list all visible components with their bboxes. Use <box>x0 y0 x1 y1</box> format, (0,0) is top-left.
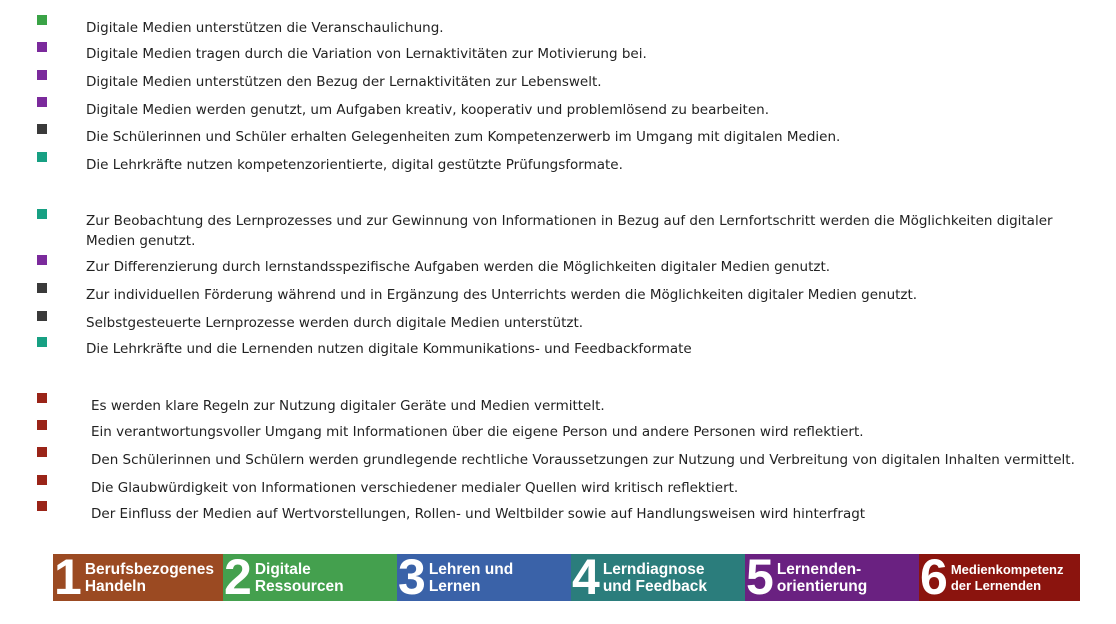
bullet-purple-icon <box>37 97 47 107</box>
legend-number: 2 <box>224 554 251 601</box>
legend-number: 6 <box>920 554 947 601</box>
legend-label-line1: Medienkompetenz <box>950 561 1064 577</box>
bullet-red-icon <box>37 475 47 485</box>
criterion-text: Zur individuellen Förderung während und in Ergänzung des Unterrichts werden die Möglichkeiten digitaler Medien genutzt. <box>86 287 918 303</box>
criterion-text: Ein verantwortungsvoller Umgang mit Informationen über die eigene Person und andere Personen wird reflektiert. <box>91 424 864 440</box>
competence-legend <box>53 554 1080 601</box>
criterion-text: Zur Differenzierung durch lernstandsspezifische Aufgaben werden die Möglichkeiten digitaler Medien genutzt. <box>86 259 831 275</box>
bullet-purple-icon <box>37 42 47 52</box>
bullet-purple-icon <box>37 70 47 80</box>
bullet-red-icon <box>37 393 47 403</box>
legend-cell-1 <box>53 554 223 601</box>
criterion-text: Es werden klare Regeln zur Nutzung digitaler Geräte und Medien vermittelt. <box>91 398 605 414</box>
legend-number: 1 <box>54 554 81 601</box>
bullet-dark-icon <box>37 124 47 134</box>
legend-label-line2: der Lernenden <box>950 577 1042 593</box>
legend-label-line2: Ressourcen <box>254 577 344 595</box>
criterion-text: Selbstgesteuerte Lernprozesse werden durch digitale Medien unterstützt. <box>86 315 584 331</box>
legend-label <box>777 561 867 595</box>
legend-label <box>429 561 513 595</box>
legend-cell-3 <box>397 554 571 601</box>
legend-number: 3 <box>398 554 425 601</box>
legend-number: 4 <box>572 554 599 601</box>
criterion-text: Digitale Medien unterstützen die Veranschaulichung. <box>86 20 444 36</box>
criterion-text: Digitale Medien werden genutzt, um Aufgaben kreativ, kooperativ und problemlösend zu bearbeiten. <box>86 102 769 118</box>
legend-label-line1: Berufsbezogenes <box>84 560 215 578</box>
criterion-text: Digitale Medien tragen durch die Variation von Lernaktivitäten zur Motivierung bei. <box>86 46 647 62</box>
bullet-red-icon <box>37 420 47 430</box>
bullet-red-icon <box>37 447 47 457</box>
criterion-text: Die Lehrkräfte nutzen kompetenzorientierte, digital gestützte Prüfungsformate. <box>86 157 623 173</box>
bullet-green-icon <box>37 15 47 25</box>
legend-number: 5 <box>746 554 773 601</box>
legend-label-line1: Lernenden- <box>776 560 862 578</box>
criterion-text: Die Schülerinnen und Schüler erhalten Gelegenheiten zum Kompetenzerwerb im Umgang mit digitalen Medien. <box>86 129 841 145</box>
bullet-purple-icon <box>37 255 47 265</box>
legend-cell-4 <box>571 554 745 601</box>
legend-label-line1: Lehren und <box>428 560 514 578</box>
legend-cell-5 <box>745 554 919 601</box>
bullet-teal-icon <box>37 209 47 219</box>
legend-label-line2: orientierung <box>776 577 868 595</box>
bullet-red-icon <box>37 501 47 511</box>
criterion-text: Zur Beobachtung des Lernprozesses und zur Gewinnung von Informationen in Bezug auf den Lernfortschritt werden die Möglichkeiten digitaler Medien genutzt. <box>86 213 1053 249</box>
criterion-text: Die Glaubwürdigkeit von Informationen verschiedener medialer Quellen wird kritisch reflektiert. <box>91 480 739 496</box>
legend-cell-6 <box>919 554 1080 601</box>
criterion-text: Digitale Medien unterstützen den Bezug der Lernaktivitäten zur Lebenswelt. <box>86 74 602 90</box>
bullet-dark-icon <box>37 283 47 293</box>
legend-label <box>85 561 214 595</box>
criterion-text: Der Einfluss der Medien auf Wertvorstellungen, Rollen- und Weltbilder sowie auf Handlungsweisen wird hinterfragt <box>91 506 866 522</box>
legend-label-line2: und Feedback <box>602 577 708 595</box>
criterion-text: Den Schülerinnen und Schülern werden grundlegende rechtliche Voraussetzungen zur Nutzung und Verbreitung von digitalen Inhalten vermittelt. <box>91 452 1075 468</box>
criterion-text: Die Lehrkräfte und die Lernenden nutzen digitale Kommunikations- und Feedbackformate <box>86 341 692 357</box>
bullet-dark-icon <box>37 311 47 321</box>
legend-label-line1: Lerndiagnose <box>602 560 705 578</box>
legend-label-line2: Lernen <box>428 577 481 595</box>
bullet-teal-icon <box>37 337 47 347</box>
legend-cell-2 <box>223 554 397 601</box>
bullet-teal-icon <box>37 152 47 162</box>
legend-label-line2: Handeln <box>84 577 146 595</box>
legend-label <box>951 562 1064 594</box>
legend-label <box>603 561 707 595</box>
legend-label <box>255 561 344 595</box>
legend-label-line1: Digitale <box>254 560 311 578</box>
